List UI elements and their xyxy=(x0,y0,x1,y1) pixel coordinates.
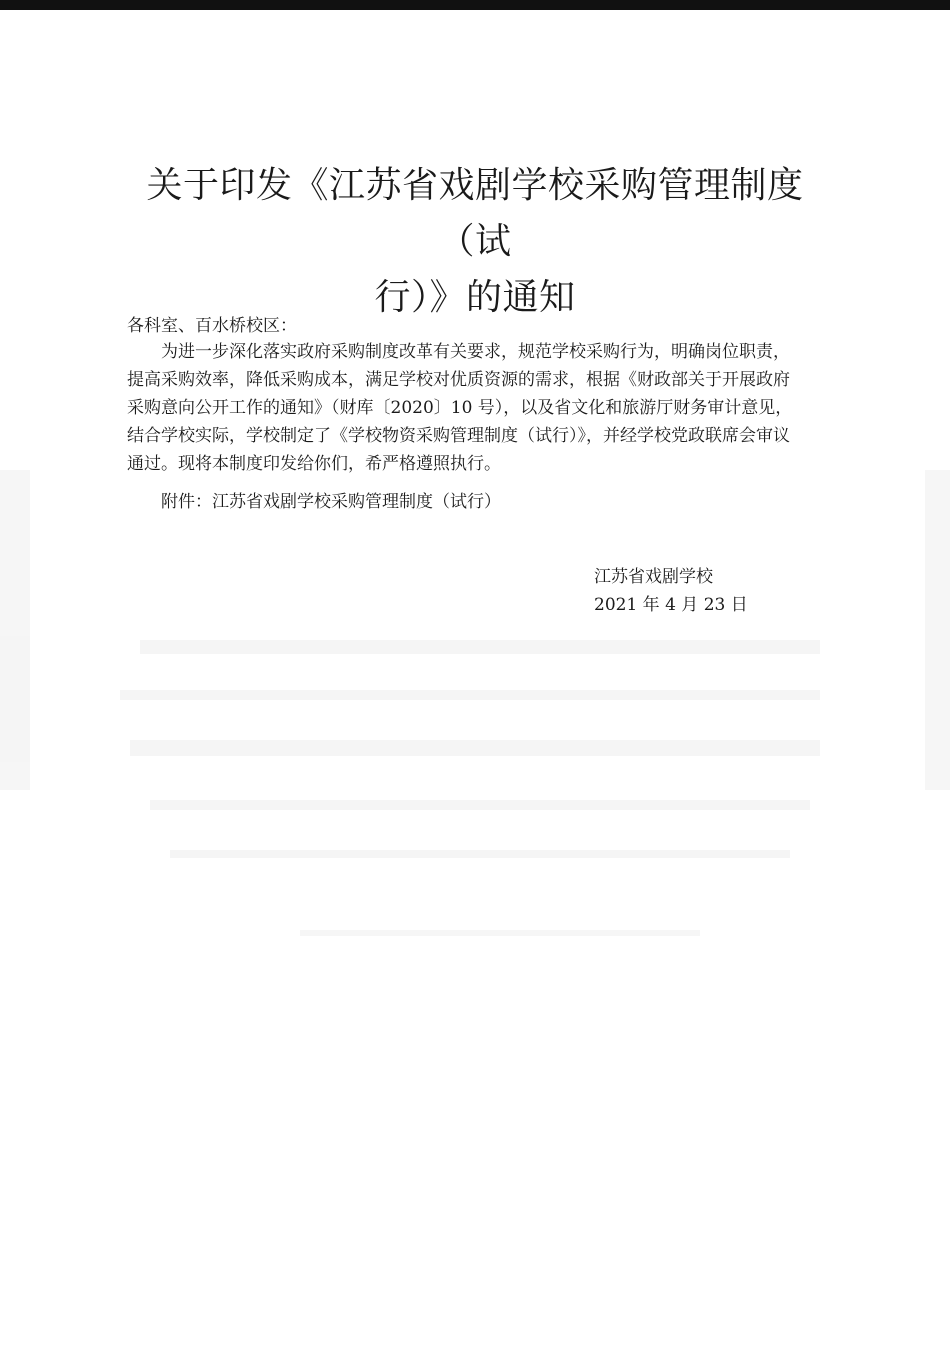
signature-block xyxy=(594,563,748,619)
scan-top-border xyxy=(0,0,950,10)
signature-organization: 江苏省戏剧学校 xyxy=(594,567,713,587)
body-line: 通过。现将本制度印发给你们，希严格遵照执行。 xyxy=(127,454,501,474)
salutation: 各科室、百水桥校区： xyxy=(127,316,297,336)
document-title-line-1: 关于印发《江苏省戏剧学校采购管理制度（试 xyxy=(146,165,804,262)
body-line: 结合学校实际，学校制定了《学校物资采购管理制度（试行）》，并经学校党政联席会审议 xyxy=(127,426,790,446)
signature-date: 2021 年 4 月 23 日 xyxy=(594,595,748,615)
body-line: 提高采购效率，降低采购成本，满足学校对优质资源的需求，根据《财政部关于开展政府 xyxy=(127,370,790,390)
document-title xyxy=(120,158,830,326)
body-paragraph xyxy=(127,338,827,478)
attachment-note: 附件：江苏省戏剧学校采购管理制度（试行） xyxy=(161,492,501,512)
body-line: 采购意向公开工作的通知》（财库〔2020〕10 号），以及省文化和旅游厅财务审计意见， xyxy=(127,398,793,418)
document-title-line-2: 行）》的通知 xyxy=(374,277,576,318)
body-line: 为进一步深化落实政府采购制度改革有关要求，规范学校采购行为，明确岗位职责， xyxy=(161,342,790,362)
